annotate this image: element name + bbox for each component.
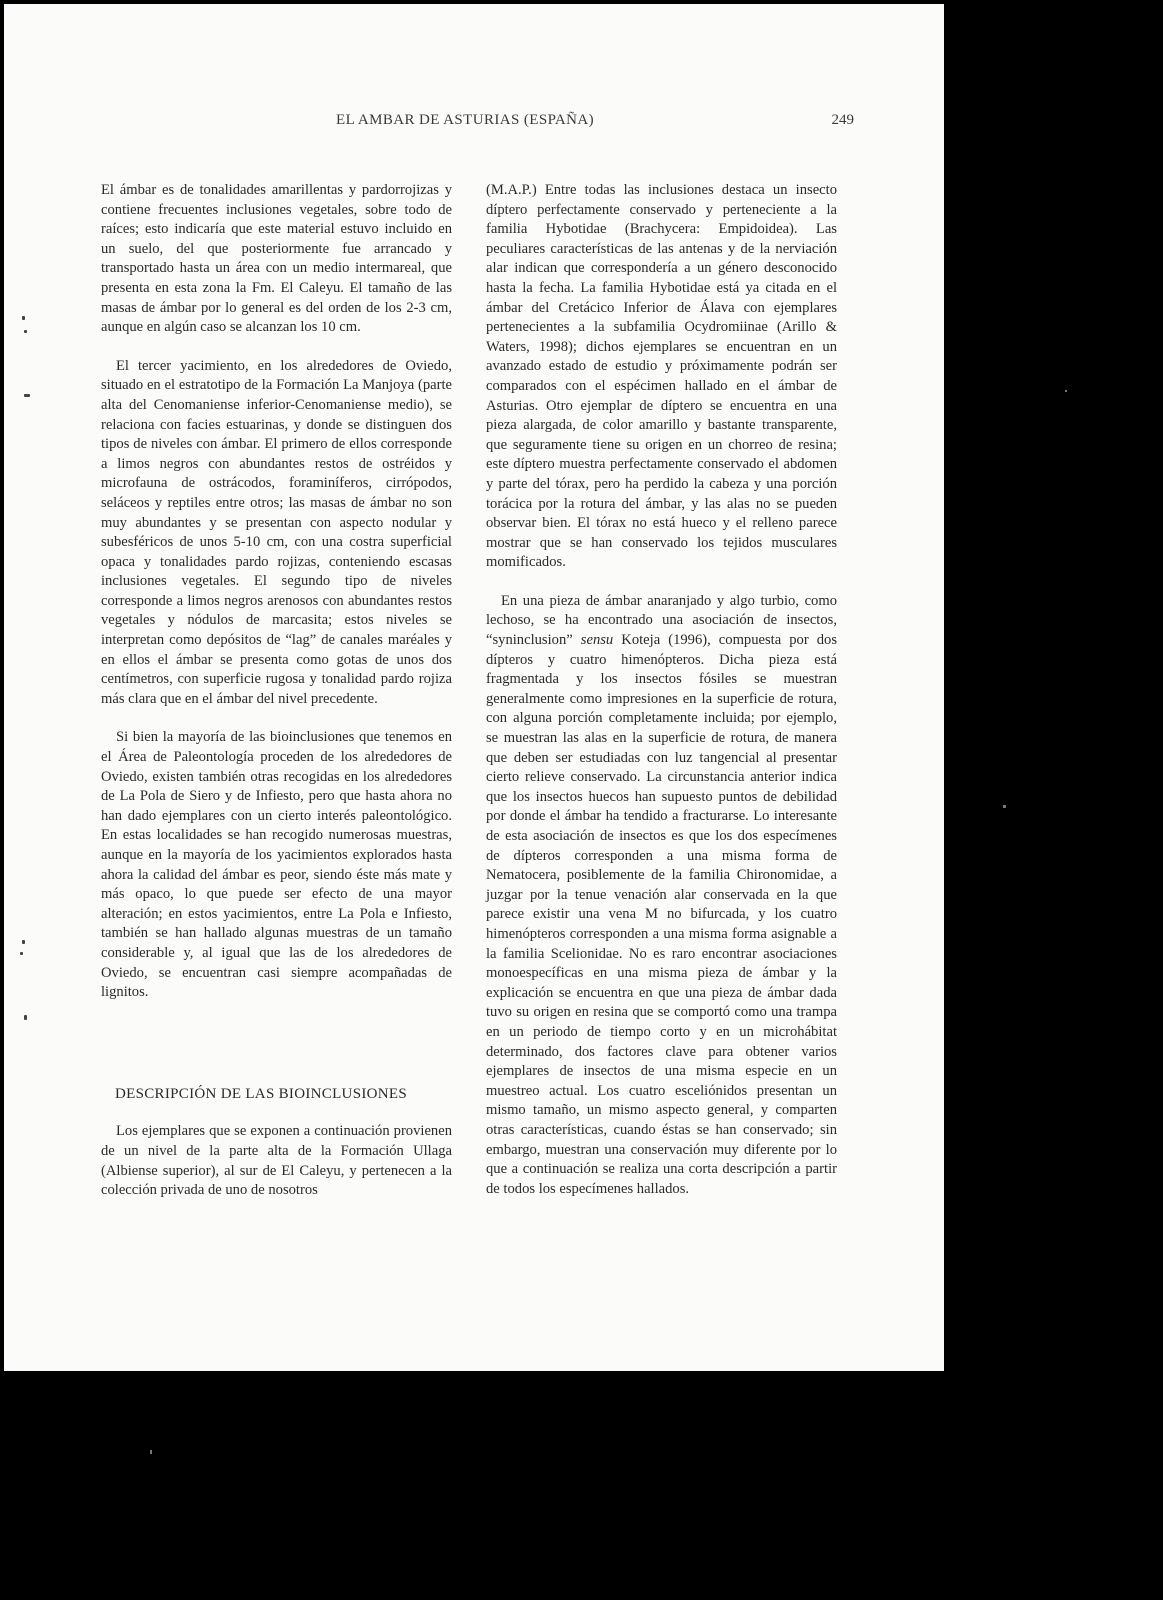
left-column bbox=[101, 181, 452, 1201]
paragraph: El tercer yacimiento, en los alrededores de Oviedo, situado en el estratotipo de la Formación La Manjoya (parte alta del Cenomaniense inferior-Cenomaniense medio), se relaciona con facies estuarinas, y donde se distinguen dos tipos de niveles con ámbar. El primero de ellos corresponde a limos negros con abundantes restos de ostréidos y microfauna de ostrácodos, foraminíferos, cirrópodos, seláceos y reptiles entre otros; las masas de ámbar no son muy abundantes y se presentan con aspecto nodular y subesféricos de unos 5-10 cm, con una costra superficial opaca y tonalidades pardo rojizas, conteniendo escasas inclusiones vegetales. El segundo tipo de niveles corresponde a limos negros arenosos con abundantes restos vegetales y nódulos de marcasita; estos niveles se interpretan como depósitos de “lag” de canales maréales y en ellos el ámbar se presenta como gotas de unos dos centímetros, con superficie rugosa y tonalidad pardo rojiza más clara que en el ámbar del nivel precedente. bbox=[101, 357, 452, 707]
paragraph-text: En una pieza de ámbar anaranjado y algo turbio, como lechoso, se ha encontrado una asociación de insectos, “syninclusion” bbox=[486, 592, 837, 649]
page-header bbox=[105, 112, 854, 134]
scan-speck bbox=[24, 330, 27, 333]
paragraph: Los ejemplares que se exponen a continuación provienen de un nivel de la parte alta de la Formación Ullaga (Albiense superior), al sur de El Caleyu, y pertenecen a la colección privada de uno de nosotros bbox=[101, 1123, 452, 1199]
paragraph: (M.A.P.) Entre todas las inclusiones destaca un insecto díptero perfectamente conservado y perteneciente a la familia Hybotidae (Brachycera: Empidoidea). Las peculiares características de las antenas y de la nerviación alar indican que correspondería a un género desconocido hasta la fecha. La familia Hybotidae está ya citada en el ámbar del Cretácico Inferior de Álava con ejemplares pertenecientes a la subfamilia Ocydromiinae (Arillo & Waters, 1998); dichos ejemplares se encuentran en un avanzado estado de estudio y próximamente podrán ser comparados con el espécimen hallado en el ámbar de Asturias. Otro ejemplar de díptero se encuentra en una pieza alargada, de color amarillo y bastante transparente, que seguramente tiene su origen en un chorreo de resina; este díptero muestra perfectamente conservado el abdomen y parte del tórax, pero ha perdido la cabeza y una porción torácica por la rotura del ámbar, y las alas no se pueden observar bien. El tórax no está hueco y el relleno parece mostrar que se han conservado los tejidos musculares momificados. bbox=[486, 182, 837, 571]
paragraph: Si bien la mayoría de las bioinclusiones que tenemos en el Área de Paleontología proceden de los alrededores de Oviedo, existen también otras recogidas en los alrededores de La Pola de Siero y de Infiesto, pero que hasta ahora no han dado ejemplares con un cierto interés paleontológico. En estas localidades se han recogido numerosas muestras, aunque en la mayoría de los yacimientos explorados hasta ahora la calidad del ámbar es peor, siendo éste más mate y más opaco, lo que puede ser efecto de una mayor alteración; en estos yacimientos, entre La Pola e Infiesto, también se han hallado algunas muestras de un tamaño considerable y, al igual que las de los alrededores de Oviedo, se encuentran casi siempre acompañadas de lignitos. bbox=[101, 729, 452, 1001]
scan-speck bbox=[150, 1450, 152, 1454]
right-column bbox=[486, 181, 837, 1199]
running-title: EL AMBAR DE ASTURIAS (ESPAÑA) bbox=[336, 112, 595, 128]
section-heading: DESCRIPCIÓN DE LAS BIOINCLUSIONES bbox=[115, 1085, 407, 1102]
scan-speck bbox=[24, 394, 30, 397]
paragraph-text: Koteja (1996), compuesta por dos dípteros y cuatro himenópteros. Dicha pieza está fragmentada y los insectos fósiles se muestran generalmente como impresiones en la superficie de rotura, con alguna porción completamente incluida; por ejemplo, se muestran las alas en la superficie de rotura, de manera que deben ser estudiadas con luz tangencial al presentar cierto relieve conservado. La circunstancia anterior indica que los insectos huecos han supuesto puntos de debilidad por donde el ámbar ha tendido a fracturarse. Lo interesante de esta asociación de insectos es que los dos especímenes de dípteros corresponden a una misma forma de Nematocera, posiblemente de la familia Chironomidae, a juzgar por la tenue venación alar conservada en la que parece existir una vena M no bifurcada, y los cuatro himenópteros corresponden a una misma forma asignable a la familia Scelionidae. No es raro encontrar asociaciones monoespecíficas en una misma pieza de ámbar y la explicación se encuentra en que una pieza de ámbar dada tuvo su origen en resina que se comportó como una trampa en un periodo de tiempo corto y en un microhábitat determinado, dos factores clave para obtener varios ejemplares de insectos de una misma especie en un muestreo actual. Los cuatro esceliónidos presentan un mismo tamaño, un mismo aspecto general, y comparten otras características, cuando éstas se han conservado; sin embargo, muestran una conservación muy diferente por lo que a continuación se realiza una corta descripción a partir de todos los especímenes hallados. bbox=[486, 632, 838, 1197]
page-number: 249 bbox=[831, 112, 854, 128]
scan-speck bbox=[22, 316, 25, 320]
paragraph: El ámbar es de tonalidades amarillentas y pardorrojizas y contiene frecuentes inclusiones vegetales, sobre todo de raíces; esto indicaría que este material estuvo incluido en un suelo, del que posteriormente fue arrancado y transportado hasta un área con un medio intermareal, que presenta en esta zona la Fm. El Caleyu. El tamaño de las masas de ámbar por lo general es del orden de los 2-3 cm, aunque en algún caso se alcanzan los 10 cm. bbox=[101, 182, 452, 336]
scan-speck bbox=[1003, 805, 1006, 808]
scan-speck bbox=[24, 1015, 27, 1020]
paragraph bbox=[486, 592, 837, 1199]
scan-speck bbox=[20, 952, 23, 955]
scan-speck bbox=[1065, 390, 1067, 392]
italic-term: sensu bbox=[580, 632, 614, 649]
scan-speck bbox=[22, 940, 25, 944]
